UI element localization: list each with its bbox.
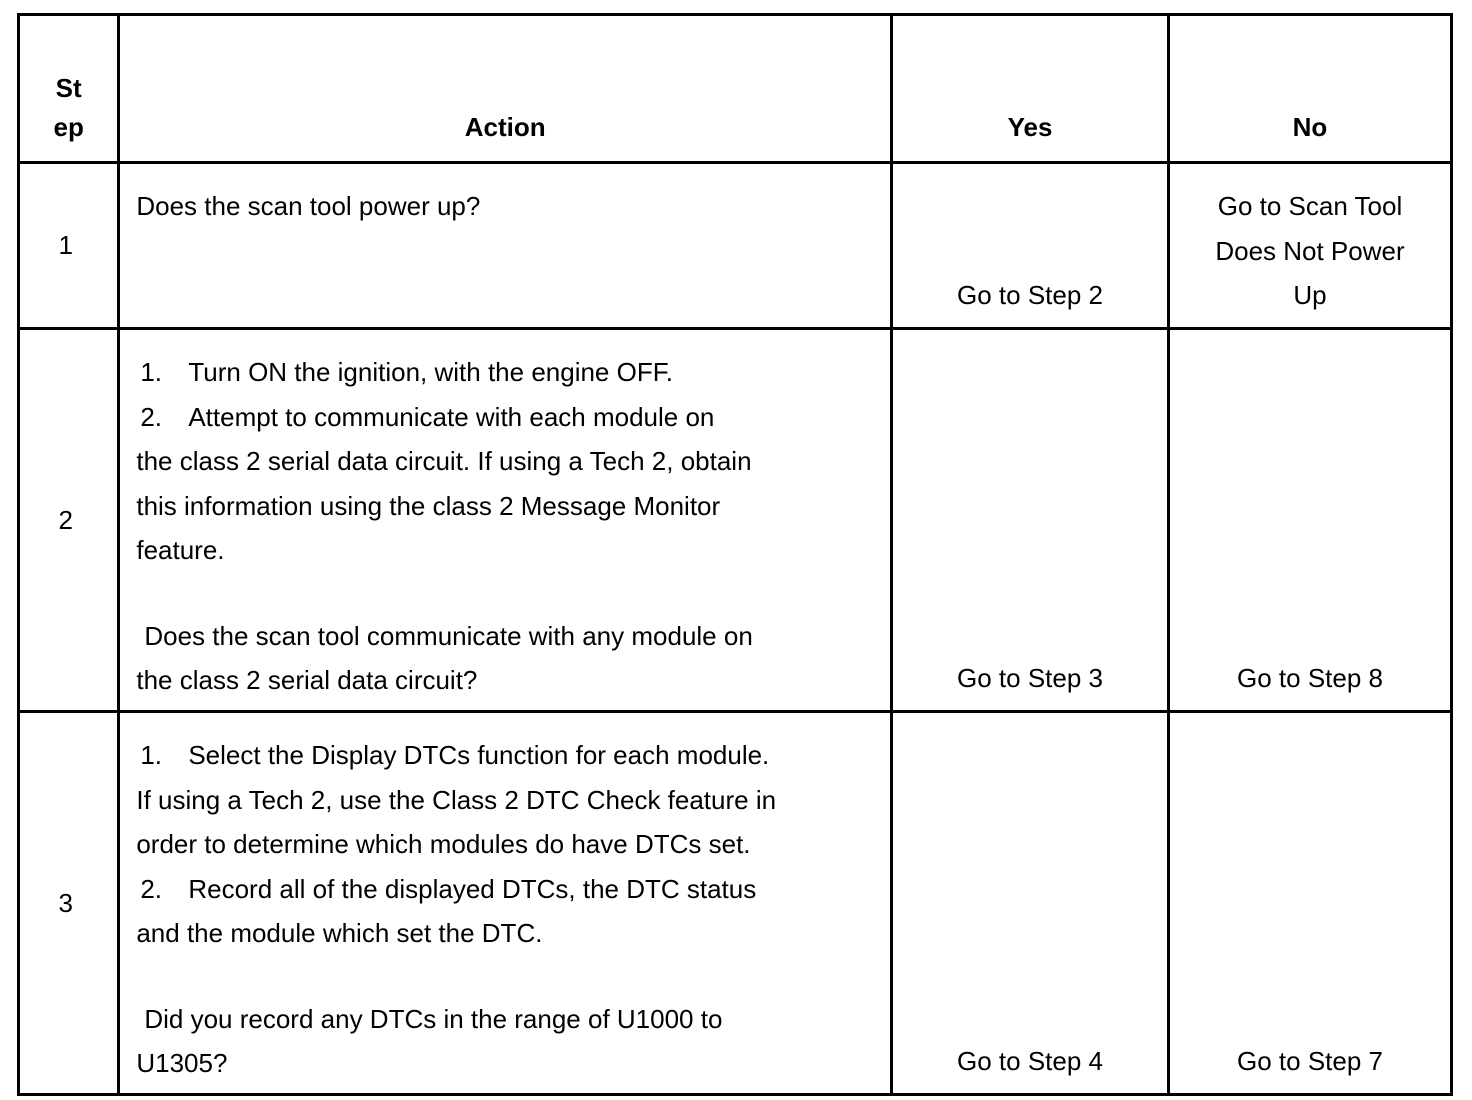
no-result: Go to Step 8 xyxy=(1168,329,1451,712)
action-question: Did you record any DTCs in the range of U1000 to xyxy=(144,1003,723,1034)
item-text: Record all of the displayed DTCs, the DTC status xyxy=(188,873,757,904)
header-yes: Yes xyxy=(892,15,1169,163)
header-step-line-1: St xyxy=(55,73,82,103)
item-text-continued: feature. xyxy=(136,535,225,565)
action-question: Does the scan tool communicate with any module on xyxy=(144,620,753,651)
action-question-continued: the class 2 serial data circuit? xyxy=(136,665,478,695)
item-text-continued: order to determine which modules do have DTCs set. xyxy=(136,829,751,859)
no-result-line-3: Up xyxy=(1293,280,1327,310)
step-number: 3 xyxy=(19,712,119,1095)
table-row xyxy=(19,329,1452,712)
yes-result: Go to Step 3 xyxy=(892,329,1169,712)
item-text-continued: this information using the class 2 Message Monitor xyxy=(136,490,721,521)
item-number: 1. xyxy=(140,740,163,770)
table-row xyxy=(19,163,1452,329)
no-result: Go to Step 7 xyxy=(1168,712,1451,1095)
table-header-row xyxy=(19,15,1452,163)
item-number: 2. xyxy=(140,873,163,904)
diagnostic-table xyxy=(17,13,1453,1096)
step-number: 2 xyxy=(19,329,119,712)
step-number: 1 xyxy=(19,163,119,329)
item-number: 2. xyxy=(140,401,163,432)
no-result-line-2: Does Not Power xyxy=(1215,235,1405,266)
item-text-continued: and the module which set the DTC. xyxy=(136,918,543,948)
header-no: No xyxy=(1168,15,1451,163)
item-number: 1. xyxy=(140,357,163,387)
yes-result: Go to Step 2 xyxy=(892,163,1169,329)
item-text: Attempt to communicate with each module on xyxy=(188,401,715,432)
header-action: Action xyxy=(119,15,892,163)
action-item-1 xyxy=(136,350,880,395)
action-item-2 xyxy=(136,867,880,912)
action-question-continued: U1305? xyxy=(136,1048,228,1078)
item-text-continued: the class 2 serial data circuit. If using a Tech 2, obtain xyxy=(136,446,752,476)
spacer xyxy=(136,956,880,997)
action-item-2 xyxy=(136,395,880,440)
header-step-line-2: ep xyxy=(53,112,84,142)
action-item-1 xyxy=(136,733,880,778)
action-question: Does the scan tool power up? xyxy=(136,191,481,221)
no-result-line-1: Go to Scan Tool xyxy=(1217,191,1403,221)
spacer xyxy=(136,573,880,614)
item-text: Select the Display DTCs function for each module. xyxy=(188,740,770,770)
table-row xyxy=(19,712,1452,1095)
yes-result: Go to Step 4 xyxy=(892,712,1169,1095)
item-text-continued: If using a Tech 2, use the Class 2 DTC Check feature in xyxy=(136,784,777,815)
action-cell xyxy=(119,329,892,712)
no-result xyxy=(1168,163,1451,329)
header-step xyxy=(19,15,119,163)
action-cell xyxy=(119,712,892,1095)
action-cell xyxy=(119,163,892,329)
item-text: Turn ON the ignition, with the engine OFF. xyxy=(188,357,673,387)
